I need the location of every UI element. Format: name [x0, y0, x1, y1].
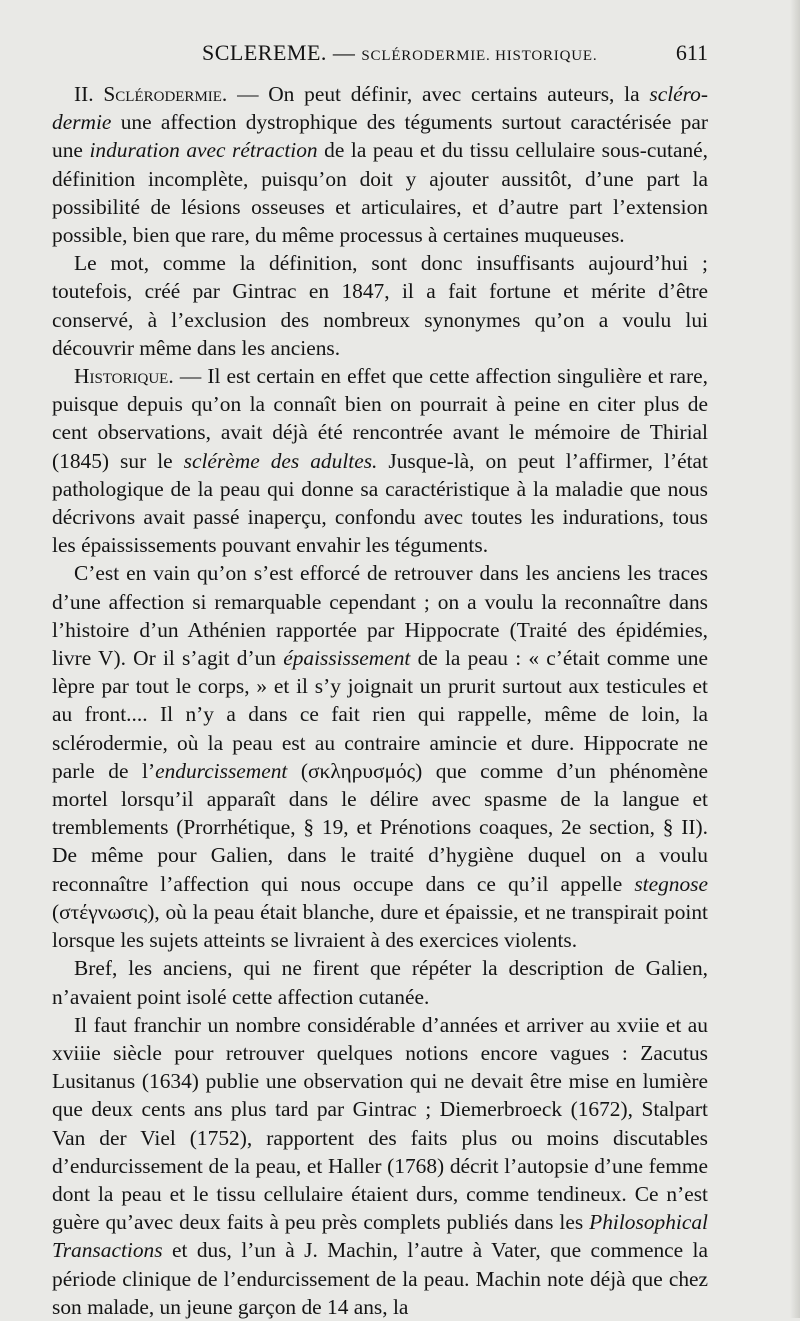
text-segment: II.	[74, 82, 104, 106]
text-segment: induration avec rétraction	[89, 138, 318, 163]
paragraph	[52, 362, 708, 559]
text-segment: Philosophical Transactions	[52, 1210, 708, 1263]
paragraph	[52, 1011, 708, 1321]
text-segment: Sclérodermie.	[103, 82, 228, 106]
text-segment: de la peau : « c’était comme une lèpre par tout le corps, » et il s’y joignait un prurit surtout aux testicules et au front.... Il n’y a dans ce fait rien qui rappelle, même de loin, la sclérodermie, où la peau est au contraire amincie et dure. Hippocrate ne parle de l’	[52, 646, 708, 783]
paragraph	[52, 559, 708, 954]
text-segment: stegnose	[634, 871, 708, 896]
text-segment: de la peau et du tissu cellulaire sous-cutané, définition incomplète, puisqu’on doit y ajouter aussitôt, d’une part la possibilité de lésions osseuses et articulaires, et d’autre part l’extension possible, bien que rare, du même processus à certaines muqueuses.	[52, 138, 708, 248]
text-segment: Bref, les anciens, qui ne firent que répéter la description de Galien, n’avaient point isolé cette affection cutanée.	[52, 956, 708, 1009]
page-edge	[790, 0, 800, 1318]
running-title-main: SCLEREME.	[202, 40, 327, 65]
text-segment: sclérème des adultes.	[183, 448, 378, 473]
text-segment: et dus, l’un à J. Machin, l’autre à Vater, que commence la période clinique de l’endurcissement de la peau. Machin note déjà que chez son malade, un jeune garçon de 14 ans, la	[52, 1238, 708, 1319]
text-segment: (στέγνωσις), où la peau était blanche, dure et épaissie, et ne transpirait point lorsque les sujets atteints se livraient à des exercices violents.	[52, 899, 708, 953]
running-header	[202, 40, 708, 74]
body-text	[52, 80, 708, 1321]
text-segment: — Il est certain en effet que cette affection singulière et rare, puisque depuis qu’on la connaît bien on pourrait à peine en citer plus de cent observations, avait déjà été rencontrée avant le mémoire de Thirial (1845) sur le	[52, 364, 708, 473]
paragraph	[52, 80, 708, 249]
running-title-subtitle: SCLÉRODERMIE. HISTORIQUE.	[361, 48, 598, 64]
text-segment: (σκληρυσμός) que comme d’un phénomène mortel lorsqu’il apparaît dans le délire avec spasme de la langue et tremblements (Prorrhétique, § 19, et Prénotions coaques, 2e section, § II). De même pour Galien, dans le traité d’hygiène duquel on a voulu reconnaître l’affection qui nous occupe dans ce qu’il appelle	[52, 758, 709, 896]
text-segment: scléro-dermie	[52, 82, 708, 135]
text-segment: endurcissement	[155, 758, 288, 783]
text-segment: Historique.	[74, 364, 174, 389]
text-segment: Le mot, comme la définition, sont donc insuffisants aujourd’hui ; toutefois, créé par Gintrac en 1847, il a fait fortune et mérite d’être conservé, à l’exclusion des nombreux synonymes qu’on a voulu lui découvrir même dans les anciens.	[52, 251, 708, 360]
text-segment: Il faut franchir un nombre considérable d’années et arriver au xviie et au xviiie siècle pour retrouver quelques notions encore vagues : Zacutus Lusitanus (1634) publie une observation qui ne devait être mise en lumière que deux cents ans plus tard par Gintrac ; Diemerbroeck (1672), Stalpart Van der Viel (1752), rapportent des faits plus ou moins discutables d’endurcissement de la peau, et Haller (1768) décrit l’autopsie d’une femme dont la peau et le tissu cellulaire étaient durs, comme tendineux. Ce n’est guère qu’avec deux faits à peu près complets publiés dans les	[52, 1012, 708, 1235]
text-segment: une affection dystrophique des téguments surtout caractérisée par une	[52, 110, 708, 163]
running-title-dash: —	[326, 40, 362, 65]
paragraph	[52, 954, 708, 1010]
running-title	[202, 40, 597, 66]
paragraph	[52, 249, 708, 362]
text-segment: Jusque-là, on peut l’affirmer, l’état pathologique de la peau qui donne sa caractéristique à la maladie que nous décrivons avait passé inaperçu, confondu avec toutes les indurations, tous les épaississements pouvant envahir les téguments.	[52, 448, 708, 558]
page-number: 611	[675, 40, 708, 65]
text-segment: épaississement	[283, 646, 411, 671]
text-segment: — On peut définir, avec certains auteurs, la	[227, 82, 650, 106]
text-segment: C’est en vain qu’on s’est efforcé de retrouver dans les anciens les traces d’une affection si remarquable cependant ; on a voulu la reconnaître dans l’histoire d’un Athénien rapportée par Hippocrate (Traité des épidémies, livre V). Or il s’agit d’un	[52, 561, 708, 671]
